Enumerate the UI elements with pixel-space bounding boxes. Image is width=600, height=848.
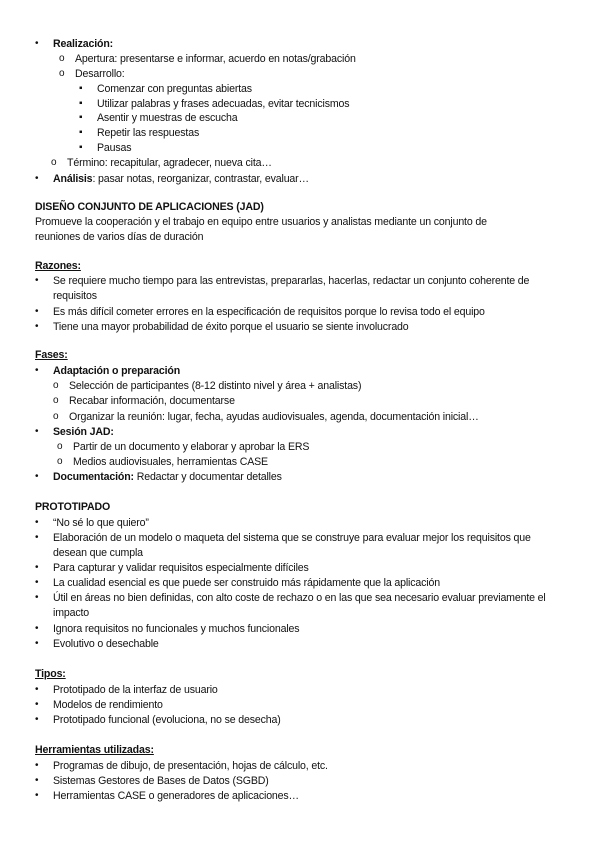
fases-title: Fases:	[35, 349, 68, 361]
square-bullet-icon: ▪	[79, 83, 83, 94]
bullet-icon: •	[35, 38, 39, 49]
bullet-icon: •	[35, 365, 39, 376]
bullet-icon: •	[35, 638, 39, 649]
circle-bullet-icon: o	[53, 411, 59, 422]
bullet-icon: •	[35, 623, 39, 634]
bullet-icon: •	[35, 471, 39, 482]
herramientas-title: Herramientas utilizadas:	[35, 744, 154, 756]
section-title: PROTOTIPADO	[35, 501, 111, 513]
circle-bullet-icon: o	[53, 395, 59, 406]
bullet-icon: •	[35, 173, 39, 184]
circle-bullet-icon: o	[57, 441, 63, 452]
bullet-icon: •	[35, 699, 39, 710]
bullet-icon: •	[35, 306, 39, 317]
circle-bullet-icon: o	[59, 53, 65, 64]
bullet-icon: •	[35, 532, 39, 543]
bullet-icon: •	[35, 321, 39, 332]
bullet-icon: •	[35, 426, 39, 437]
tipos-title: Tipos:	[35, 668, 66, 680]
bullet-icon: •	[35, 790, 39, 801]
circle-bullet-icon: o	[59, 68, 65, 79]
bullet-icon: •	[35, 562, 39, 573]
bullet-icon: •	[35, 517, 39, 528]
bullet-icon: •	[35, 275, 39, 286]
document-page: • Realización: o Apertura: presentarse e informar, acuerdo en notas/grabación o Desarrollo: ▪ Comenzar con preguntas abiertas ▪ Utilizar palabras y frases adecuadas, evitar tecnicismos ▪ Asentir y muestras de escucha ▪ Repetir las respuestas ▪ Pausas o Término: recapitular, agradecer, nueva cita… • Análisis: pasar notas, reorganizar, contrastar, evaluar… DISEÑO CONJUNTO DE APLICACIONES (JAD) Promueve la cooperación y el trabajo en equipo entre usuarios y analistas mediante un conjunto de reuniones de varios días de duración Razones: • Se requiere mucho tiempo para las entrevistas, prepararlas, hacerlas, redactar un conjunto coherente de requisitos • Es más difícil cometer errores en la especificación de requisitos porque lo revisa todo el equipo • Tiene una mayor probabilidad de éxito porque el usuario se siente involucrado Fases: • Adaptación o preparación o Selección de participantes (8-12 distinto nivel y área + analistas) o Recabar información, documentarse o Organizar la reunión: lugar, fecha, ayudas audiovisuales, agenda, documentación inicial… • Sesión JAD: o Partir de un documento y elaborar y aprobar la ERS o Medios audiovisuales, herramientas CASE • Documentación: Redactar y documentar detalles PROTOTIPADO • “No sé lo que quiero” • Elaboración de un modelo o maqueta del sistema que se construye para evaluar mejor los requisitos que desean que cumpla • Para capturar y validar requisitos especialmente difíciles • La cualidad esencial es que puede ser construido más rápidamente que la aplicación • Útil en áreas no bien definidas, con alto coste de rechazo o en las que sea necesario evaluar previamente el impacto • Ignora requisitos no funcionales y muchos funcionales • Evolutivo o desechable Tipos: • Prototipado de la interfaz de usuario • Modelos de rendimiento • Prototipado funcional (evoluciona, no se desecha) Herramientas utilizadas: • Programas de dibujo, de presentación, hojas de cálculo, etc. • Sistemas Gestores de Bases de Datos (SGBD) • Herramientas CASE o generadores de aplicaciones…	[35, 38, 546, 802]
square-bullet-icon: ▪	[79, 112, 83, 123]
circle-bullet-icon: o	[57, 456, 63, 467]
square-bullet-icon: ▪	[79, 127, 83, 138]
section-title: DISEÑO CONJUNTO DE APLICACIONES (JAD)	[35, 201, 264, 213]
bullet-icon: •	[35, 760, 39, 771]
square-bullet-icon: ▪	[79, 98, 83, 109]
bullet-icon: •	[35, 775, 39, 786]
bullet-icon: •	[35, 577, 39, 588]
circle-bullet-icon: o	[51, 157, 57, 168]
bullet-icon: •	[35, 592, 39, 603]
bullet-icon: •	[35, 714, 39, 725]
bullet-icon: •	[35, 684, 39, 695]
intro-paragraph: Promueve la cooperación y el trabajo en equipo entre usuarios y analistas mediante un conjunto de reuniones de varios días de duración	[35, 216, 487, 243]
circle-bullet-icon: o	[53, 380, 59, 391]
razones-title: Razones:	[35, 260, 81, 272]
square-bullet-icon: ▪	[79, 142, 83, 153]
